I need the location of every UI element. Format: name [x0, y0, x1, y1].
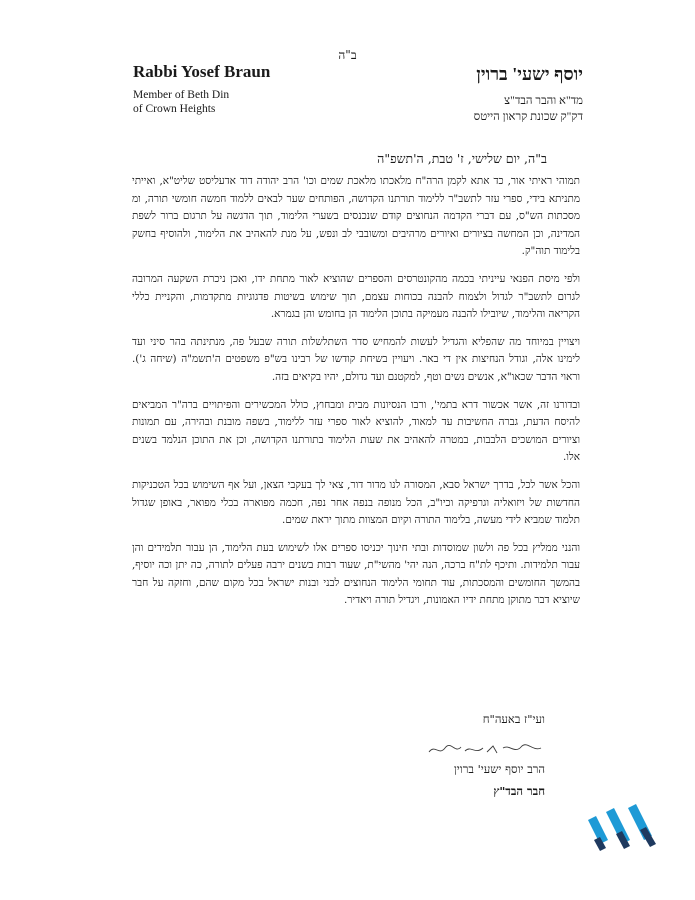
paragraph-5: והכל אשר לכל, בדרך ישראל סבא, המסורה לנו מדור דור, צאי לך בעקבי הצאן, ועל אף השימוש בכל הטכניקות החדשות של ויזואליה וגרפיקה וכיו"ב, הכל מנופה בנפה אחר נפה, חכמה מפוארה בכלי מפואר, באופן שגדול תלמוד שמביא לידי מעשה, בלימוד התורה וקיום המצוות מתוך יראת שמים. [132, 478, 580, 527]
paragraph-4: ובדורנו זה, אשר אכשור דרא בתמי', ורבו הנסיונות מבית ומבחוץ, כולל המכשירים והפיתויים ברה"ר המביאים להיסח הדעת, גברה החשיבות עד למאוד, להוציא לאור ספרי עזר ללימוד, בשפה מובנת ובהירה, עם תמונות וציורים המושכים הלבבות, במטרה להאהיב את שעות הלימוד בתורתנו הקדושה, וכן את התוכן הנלמד בשנים אלו. [132, 398, 580, 464]
hebrew-letterhead [323, 64, 583, 125]
letter-date: ב"ה, יום שלישי, ז' טבת, ה'תשפ"ה [377, 151, 547, 166]
hebrew-name: יוסף ישעי' ברוין [476, 64, 583, 84]
paragraph-6: והנני ממליץ בכל פה ולשון שמוסדות ובתי חינוך יכניסו ספרים אלו לשימוש בעת הלימוד, הן עבור תלמידים והן עבור תלמידות. ותיכף לת"ח ברכה, הנה יהי' מהשי"ת, שעוד רבות בשנים ירבה פעלים לתורה, כה יתן וכה יוסיף, בהמשך החומשים והמסכתות, עוד תחומי הלימוד הנחוצים לבני ובנות ישראל בכל מקום שהם, וחזקה על חבר שיוציא דבר מתוקן מתחת ידיו האמונות, ויגדיל תורה ויאדיר. [132, 541, 580, 607]
handwritten-signature [425, 742, 545, 758]
english-name: Rabbi Yosef Braun [133, 62, 271, 81]
english-letterhead [133, 62, 353, 116]
top-mark: ב"ה [338, 48, 357, 62]
signer-name: הרב יוסף ישעי' ברוין [453, 762, 545, 776]
english-title-line-2: of Crown Heights [133, 103, 216, 115]
hebrew-title-line-2: דק"ק שכונת קראון הייטס [473, 111, 583, 123]
closing-line: ועי"ז באעה"ח [482, 712, 545, 726]
english-title-line-1: Member of Beth Din [133, 89, 230, 101]
hebrew-title-line-1: מד"א והבר הבד"צ [504, 95, 583, 107]
publisher-logo-icon [584, 800, 664, 860]
paragraph-1: תמוהי ראיתי אור, כד אתא לקמן הרה"ח מלאכתו מלאכת שמים וכו' הרב יהודה דוד אדעליסט שליט"א, ואייתי מתניתא בידי, ספרי עזר לתשב"ר ללימוד תורתנו הקדושה, הפותחים שער לבאים ללמוד חמשה חומשי תורה, ומ מסכתות הש"ס, עם דברי הקדמה הנחוצים קודם שנכנסים בשערי הלימוד, תוך הדגשה על תרגום ברור לשפת המדינה, וכן המחשה בציורים ואיורים מרהיבים ומשובבי לב ונפש, על מנת להאהיב את הלימוד, ולהוסיף בחשק בלימוד תוה"ק. [132, 175, 580, 258]
letter-body [132, 173, 580, 620]
paragraph-3: ויצויין במיוחד מה שהפליא והגדיל לעשות להמחיש סדר השתלשלות תורה שבעל פה, מנתינתה בהר סיני ועד לימינו אלה, וגודל הנחיצות אין די באר. ויעויין בשיחת קודשו של רבינו בש"פ משפטים ה'תשמ"ה (שיחה ג'). וראוי הדבר שכאו"א, אנשים נשים וטף, למקטנם ועד גדולם, יהיו בקיאים בזה. [132, 335, 580, 383]
paragraph-2: ולפי מיסת הפנאי עייניתי בכמה מהקונטרסים והספרים שהוציא לאור מתחת ידו, ואכן ניכרת השקעה המרובה לגרום לתשב"ר לגדול ולצמוח להבנה בכוחות עצמם, תוך שימוש בשיטות פדגוגיות מתקדמות, והקניית כללי הקריאה והלימוד, שיובילו להבנה מעמיקה בתוכן הלימוד הן בחומש והן בגמרא. [132, 272, 580, 321]
signer-title: חבר הבד"ץ [493, 784, 545, 798]
